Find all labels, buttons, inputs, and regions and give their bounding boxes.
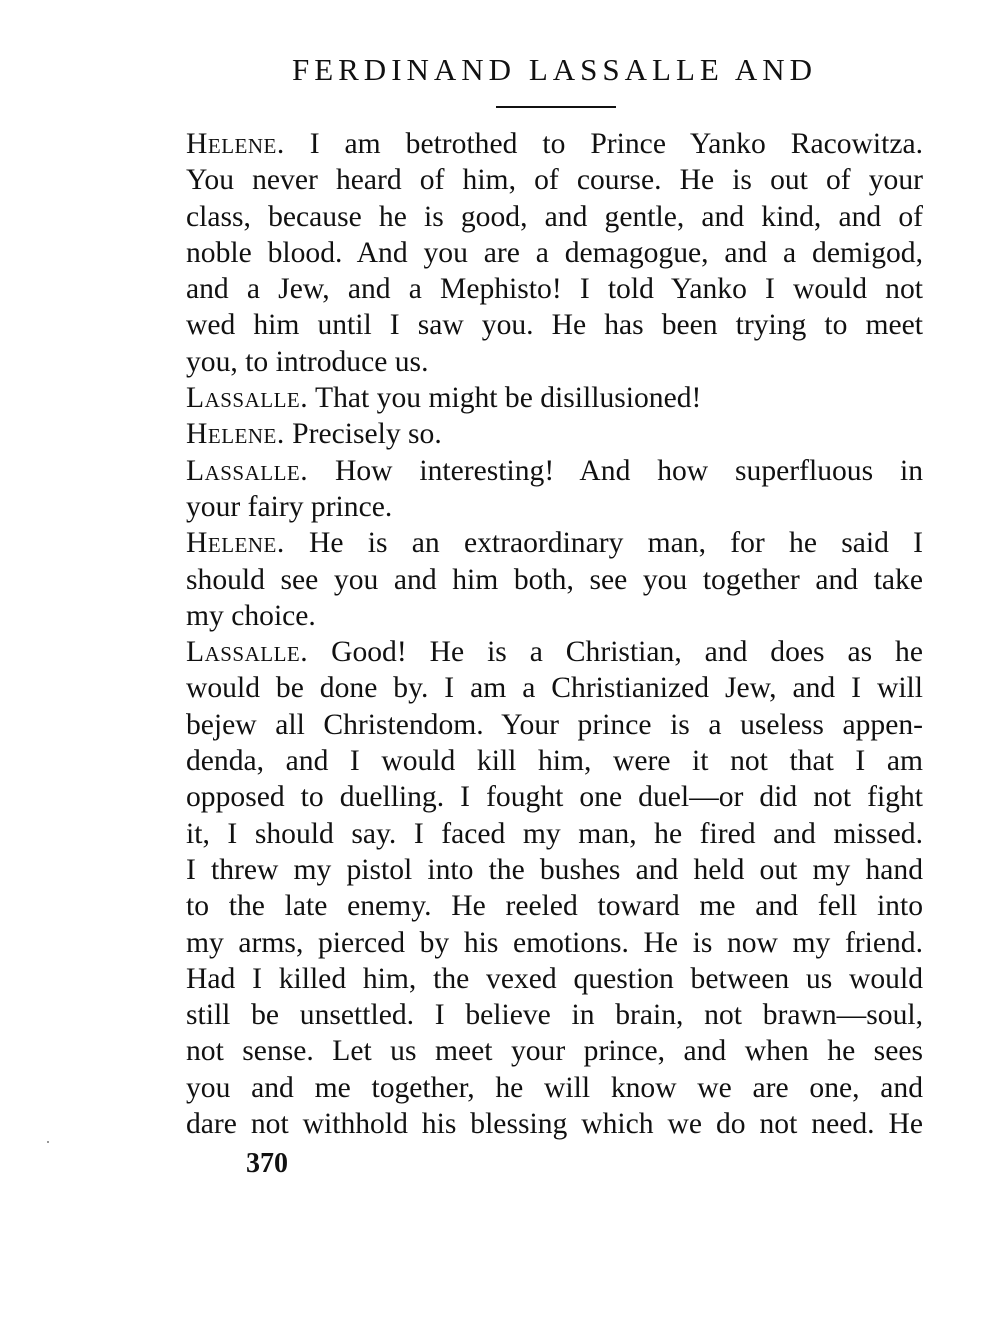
text-line: Had I killed him, the vexed question between us would xyxy=(186,962,923,995)
text-line: wed him until I saw you. He has been trying to meet xyxy=(186,309,923,342)
text-line: dare not withhold his blessing which we do not need. He xyxy=(186,1108,923,1141)
text-line: my arms, pierced by his emotions. He is now my friend. xyxy=(186,926,923,959)
text-line xyxy=(186,453,923,489)
text-line: noble blood. And you are a demagogue, and a demigod, xyxy=(186,236,923,269)
text-line: still be unsettled. I believe in brain, not brawn—soul, xyxy=(186,999,923,1032)
text-line: you and me together, he will know we are one, and xyxy=(186,1071,923,1104)
text-line xyxy=(186,416,923,452)
text-line: it, I should say. I faced my man, he fired and missed. xyxy=(186,817,923,850)
text-line: would be done by. I am a Christianized Jew, and I will xyxy=(186,672,923,705)
dialogue-text xyxy=(186,126,923,1142)
running-head-rule xyxy=(496,106,616,108)
text-line: you, to introduce us. xyxy=(186,345,429,378)
text-line: not sense. Let us meet your prince, and when he sees xyxy=(186,1035,923,1068)
text-line: to the late enemy. He reeled toward me and fell into xyxy=(186,890,923,923)
text-line xyxy=(186,525,923,561)
speech-text: He is an extraordinary man, for he said I xyxy=(309,527,923,560)
text-line: my choice. xyxy=(186,599,316,632)
speech-text: Precisely so. xyxy=(292,418,442,451)
text-line: should see you and him both, see you together and take xyxy=(186,563,923,596)
text-line: your fairy prince. xyxy=(186,490,393,523)
text-line xyxy=(186,380,923,416)
text-line xyxy=(186,634,923,670)
speaker-name: Lassalle. xyxy=(186,382,309,415)
speaker-name: Lassalle. xyxy=(186,636,309,669)
speaker-name: Helene. xyxy=(186,418,285,451)
text-line: You never heard of him, of course. He is out of your xyxy=(186,164,923,197)
text-line: denda, and I would kill him, were it not that I am xyxy=(186,745,923,778)
speech-text: That you might be disillusioned! xyxy=(315,382,702,415)
text-line xyxy=(186,126,923,162)
speaker-name: Lassalle. xyxy=(186,454,309,487)
text-line: class, because he is good, and gentle, and kind, and of xyxy=(186,200,923,233)
speech-text: I am betrothed to Prince Yanko Racowitza. xyxy=(309,128,923,160)
text-line: opposed to duelling. I fought one duel—or did not fight xyxy=(186,781,923,814)
page-number: 370 xyxy=(246,1148,288,1179)
text-line: I threw my pistol into the bushes and held out my hand xyxy=(186,853,923,886)
text-line: bejew all Christendom. Your prince is a useless appen- xyxy=(186,708,923,741)
scan-speck xyxy=(47,1141,49,1143)
running-head: FERDINAND LASSALLE AND xyxy=(291,52,818,87)
speaker-name: Helene. xyxy=(186,527,285,560)
speaker-name: Helene. xyxy=(186,128,285,160)
speech-text: Good! He is a Christian, and does as he xyxy=(331,636,923,669)
text-line: and a Jew, and a Mephisto! I told Yanko I would not xyxy=(186,273,923,306)
speech-text: How interesting! And how superfluous in xyxy=(335,454,923,487)
